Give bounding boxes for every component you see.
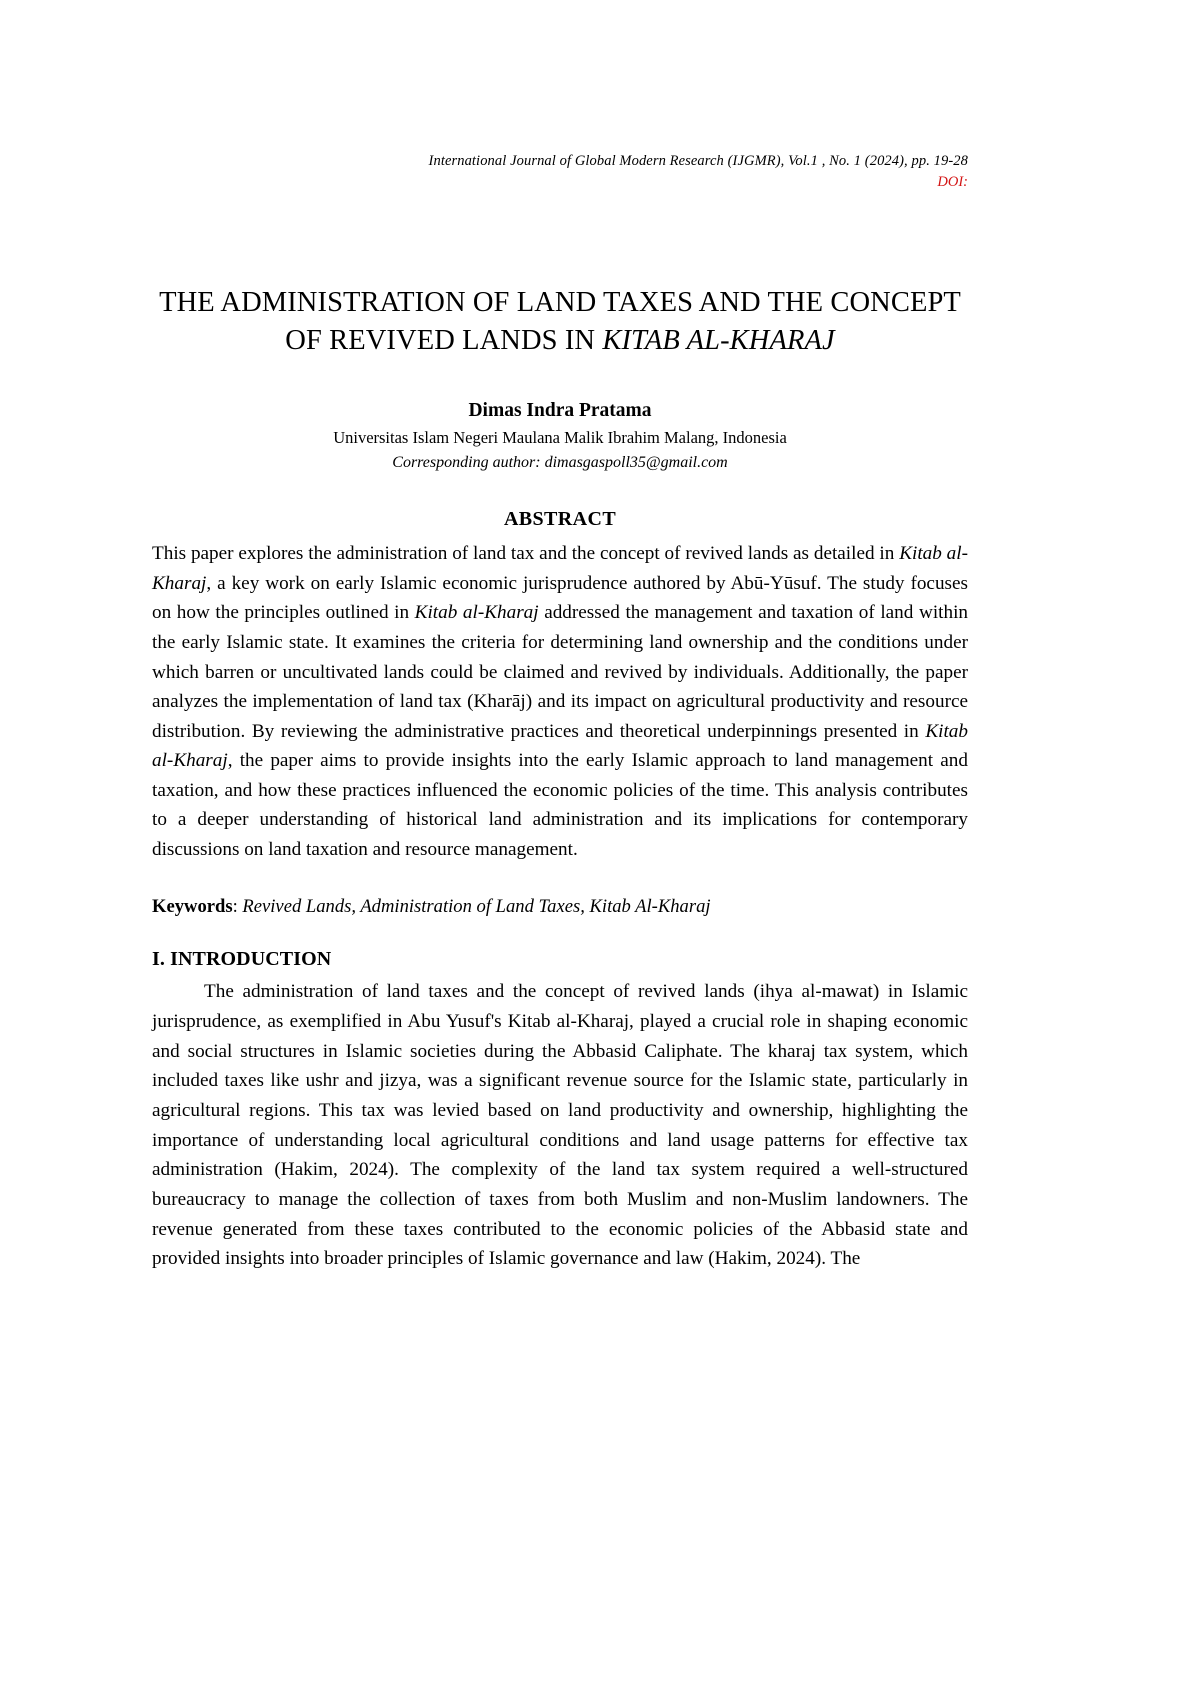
abstract-italic-2: Kitab al-Kharaj: [414, 602, 539, 624]
keywords-label: Keywords: [152, 895, 233, 917]
keywords-list: Revived Lands, Administration of Land Taxes, Kitab Al-Kharaj: [242, 895, 711, 917]
keywords-separator: :: [232, 895, 243, 917]
abstract-part-2: , a key work on early Islamic economic jurisprudence authored by Abū-Yūsuf. The study focuses on how the principles outlined in: [152, 572, 968, 624]
page-content: [152, 0, 968, 1274]
author-affiliation: Universitas Islam Negeri Maulana Malik Ibrahim Malang, Indonesia: [333, 428, 787, 448]
abstract-body: [152, 539, 968, 864]
abstract-heading: ABSTRACT: [503, 508, 617, 531]
page-title: [152, 284, 968, 360]
title-line-2-prefix: OF REVIVED LANDS IN: [285, 325, 603, 357]
running-head-citation: International Journal of Global Modern Research (IJGMR), Vol.1 , No. 1 (2024), pp. 19-28: [428, 153, 968, 169]
abstract-part-3: addressed the management and taxation of land within the early Islamic state. It examines the criteria for determining land ownership and the conditions under which barren or uncultivated lands could be claimed and revived by individuals. Additionally, the paper analyzes the implementation of land tax (Kharāj) and its impact on agricultural productivity and resource distribution. By reviewing the administrative practices and theoretical underpinnings presented in: [152, 602, 968, 742]
abstract-part-4: , the paper aims to provide insights into the early Islamic approach to land management and taxation, and how these practices influenced the economic policies of the time. This analysis contributes to a deeper understanding of historical land administration and its implications for contemporary discussions on land taxation and resource management.: [152, 750, 968, 860]
keywords-line: [152, 893, 968, 921]
author-name: Dimas Indra Pratama: [468, 399, 652, 421]
title-line-2-italic: KITAB AL-KHARAJ: [602, 325, 835, 357]
abstract-part-1: This paper explores the administration of land tax and the concept of revived lands as detailed in: [152, 543, 900, 565]
abstract-italic-3: Kitab al-Kharaj: [152, 720, 968, 772]
title-line-1: THE ADMINISTRATION OF LAND TAXES AND THE CONCEPT: [159, 287, 961, 319]
doi-label: DOI:: [937, 173, 968, 190]
section-heading-introduction: I. INTRODUCTION: [152, 948, 332, 971]
introduction-body: The administration of land taxes and the concept of revived lands (ihya al-mawat) in Islamic jurisprudence, as exemplified in Abu Yusuf's Kitab al-Kharaj, played a crucial role in shaping economic and social structures in Islamic societies during the Abbasid Caliphate. The kharaj tax system, which included taxes like ushr and jizya, was a significant revenue source for the Islamic state, particularly in agricultural regions. This tax was levied based on land productivity and ownership, highlighting the importance of understanding local agricultural conditions and land usage patterns for effective tax administration (Hakim, 2024). The complexity of the land tax system required a well-structured bureaucracy to manage the collection of taxes from both Muslim and non-Muslim landowners. The revenue generated from these taxes contributed to the economic policies of the Abbasid state and provided insights into broader principles of Islamic governance and law (Hakim, 2024). The: [152, 981, 968, 1270]
corresponding-author-email: Corresponding author: dimasgaspoll35@gmail.com: [392, 454, 728, 472]
abstract-italic-1: Kitab al-Kharaj: [152, 543, 968, 594]
